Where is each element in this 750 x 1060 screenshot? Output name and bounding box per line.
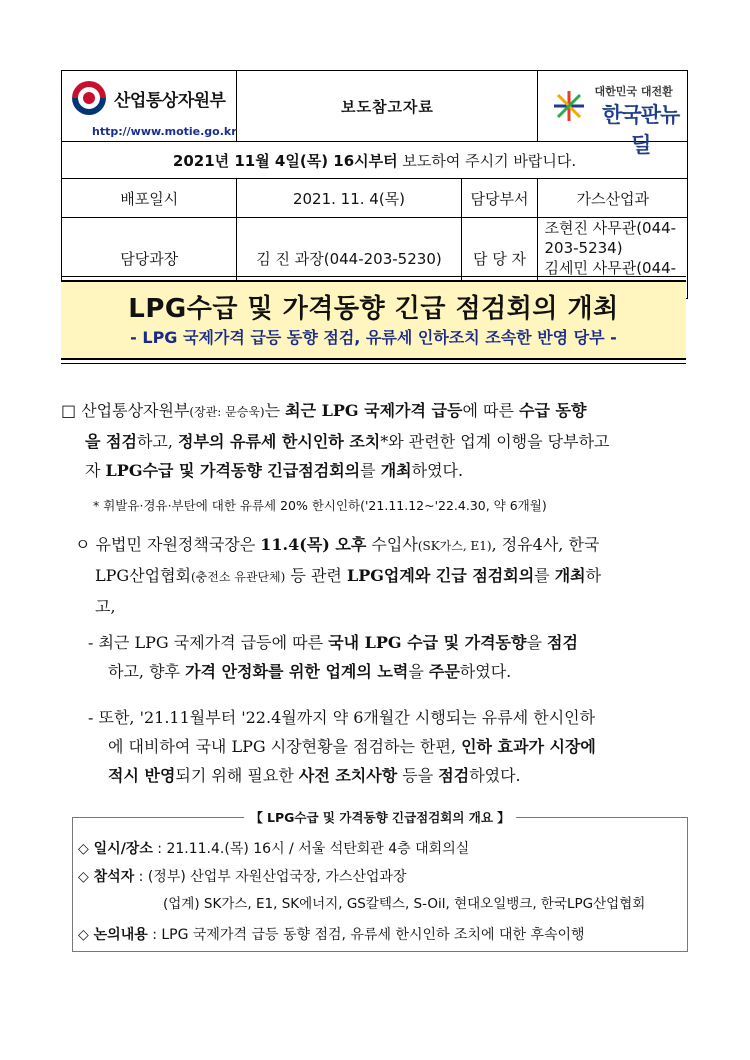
text: 수입사: [366, 535, 418, 554]
embargo-rest: 보도하여 주시기 바랍니다.: [397, 151, 577, 170]
text: 적시 반영: [108, 766, 176, 785]
footnote: * 휘발유·경유·부탄에 대한 유류세 20% 한시인하('21.11.12~'22.4.30, 약 6개월): [93, 498, 547, 513]
newdeal-logo-cell: [538, 71, 688, 157]
text: 사전 조치사항: [298, 766, 398, 785]
text: 가격 안정화를 위한 업계의 노력: [185, 662, 409, 681]
text: 하였다.: [459, 662, 512, 681]
text: : 21.11.4.(목) 16시 / 서울 석탄회관 4층 대회의실: [152, 841, 470, 857]
dist-value: 2021. 11. 4(목): [237, 179, 461, 218]
text: (SK가스, E1): [417, 539, 492, 553]
staff-1: 조현진 사무관(044-203-5234): [544, 219, 677, 257]
newdeal-name: 한국판뉴딜: [602, 103, 680, 157]
manager-label: 담당과장: [62, 218, 237, 299]
text: : (정부) 산업부 자원산업국장, 가스산업과장: [134, 869, 407, 885]
doc-type-title: 보도참고자료: [237, 71, 538, 142]
taeguk-emblem-icon: [72, 81, 106, 115]
text: 를: [534, 566, 555, 585]
paragraph-3: [88, 628, 698, 686]
text: 수급 동향: [519, 401, 587, 420]
p3-line-1: [88, 628, 698, 657]
text: 점검: [438, 766, 470, 785]
text: 하: [585, 566, 602, 585]
p1-line-2: [61, 427, 701, 456]
text: LPG수급 및 가격동향 긴급점검회의: [105, 461, 361, 480]
text: 되기 위해 필요한: [175, 766, 299, 785]
p2-line-1: [75, 530, 695, 561]
p1-line-3: [61, 456, 701, 485]
p2-line-2: [75, 561, 695, 592]
text: ㅇ 유법민 자원정책국장은: [75, 535, 261, 554]
text: 하고, 향후: [108, 662, 186, 681]
text: 를: [360, 461, 381, 480]
text: LPG업계와 긴급 점검회의: [346, 566, 535, 585]
text: , 정유4사, 한국: [491, 535, 600, 554]
ministry-logo-cell: [62, 71, 237, 142]
dist-label: 배포일시: [62, 179, 237, 218]
text: 는: [264, 401, 286, 420]
headline-banner: [61, 280, 686, 360]
text: 인하 효과가 시장에: [461, 737, 596, 756]
headline-subtitle: - LPG 국제가격 급등 동향 점검, 유류세 인하조치 조속한 반영 당부 -: [130, 328, 617, 347]
text: 에 대비하여 국내 LPG 시장현황을 점검하는 한편,: [108, 737, 462, 756]
text: 최근 LPG 국제가격 급등: [285, 401, 463, 420]
text: ◇ 논의내용: [78, 927, 148, 943]
paragraph-1: [61, 396, 701, 485]
paragraph-2: [75, 530, 695, 621]
text: 11.4(목) 오후: [260, 535, 367, 554]
text: LPG산업협회: [95, 566, 191, 585]
p4-line-3: [88, 761, 698, 790]
manager-value: 김 진 과장(044-203-5230): [237, 218, 461, 299]
dept-value: 가스산업과: [538, 179, 688, 218]
text: 을: [526, 633, 548, 652]
text: (충전소 유관단체): [191, 570, 286, 584]
p3-line-2: [88, 657, 698, 686]
text: 을 점검: [85, 432, 137, 451]
text: 국내 LPG 수급 및 가격동향: [328, 633, 527, 652]
staff-label: 담 당 자: [461, 218, 538, 299]
newdeal-mark-icon: [552, 89, 586, 123]
text: 을: [408, 662, 429, 681]
overview-date: [78, 838, 469, 858]
text: : LPG 국제가격 급등 동향 점검, 유류세 한시인하 조치에 대한 후속이행: [147, 927, 585, 943]
embargo-time: 2021년 11월 4일(목) 16시부터: [172, 151, 398, 170]
text: 등을: [397, 766, 439, 785]
dept-label: 담당부서: [461, 179, 538, 218]
p4-line-2: [88, 732, 698, 761]
overview-agenda: [78, 924, 585, 944]
text: 개최: [554, 566, 586, 585]
text: 에 따른: [462, 401, 519, 420]
text: (장관: 문승욱): [189, 405, 265, 419]
text: 하고,: [136, 432, 179, 451]
header-table: [61, 70, 688, 299]
p1-line-1: [61, 396, 701, 427]
ministry-logo: [72, 81, 225, 115]
text: 정부의 유류세 한시인하 조치: [178, 432, 381, 451]
staff-2: 김세민 사무관(044-: [544, 259, 677, 277]
text: - 최근 LPG 국제가격 급등에 따른: [88, 633, 329, 652]
p2-line-3: 고,: [95, 597, 116, 616]
text: ◇ 일시/장소: [78, 841, 153, 857]
overview-box: [72, 810, 688, 952]
paragraph-4: [88, 703, 698, 790]
text: 점검: [547, 633, 578, 652]
text: 주문: [428, 662, 460, 681]
ministry-url[interactable]: http://www.motie.go.kr: [92, 125, 237, 138]
text: 자: [85, 461, 106, 480]
text: 개최: [380, 461, 412, 480]
text: 등 관련: [285, 566, 347, 585]
text: 하였다.: [469, 766, 521, 785]
newdeal-tagline: 대한민국 대전환: [594, 85, 673, 98]
text: *와 관련한 업계 이행을 당부하고: [380, 432, 610, 451]
overview-industry: (업계) SK가스, E1, SK에너지, GS칼텍스, S-Oil, 현대오일뱅크, 한국LPG산업협회: [163, 896, 646, 912]
text: 하였다.: [411, 461, 464, 480]
overview-attendees: [78, 866, 406, 886]
overview-title: 【 LPG수급 및 가격동향 긴급점검회의 개요 】: [244, 808, 516, 826]
headline-title: LPG수급 및 가격동향 긴급 점검회의 개최: [128, 294, 619, 324]
text: □ 산업통상자원부: [61, 401, 190, 420]
text: ◇ 참석자: [78, 869, 135, 885]
ministry-name: 산업통상자원부: [114, 90, 226, 111]
p4-line-1: - 또한, '21.11월부터 '22.4월까지 약 6개월간 시행되는 유류세 한시인하: [88, 708, 596, 727]
